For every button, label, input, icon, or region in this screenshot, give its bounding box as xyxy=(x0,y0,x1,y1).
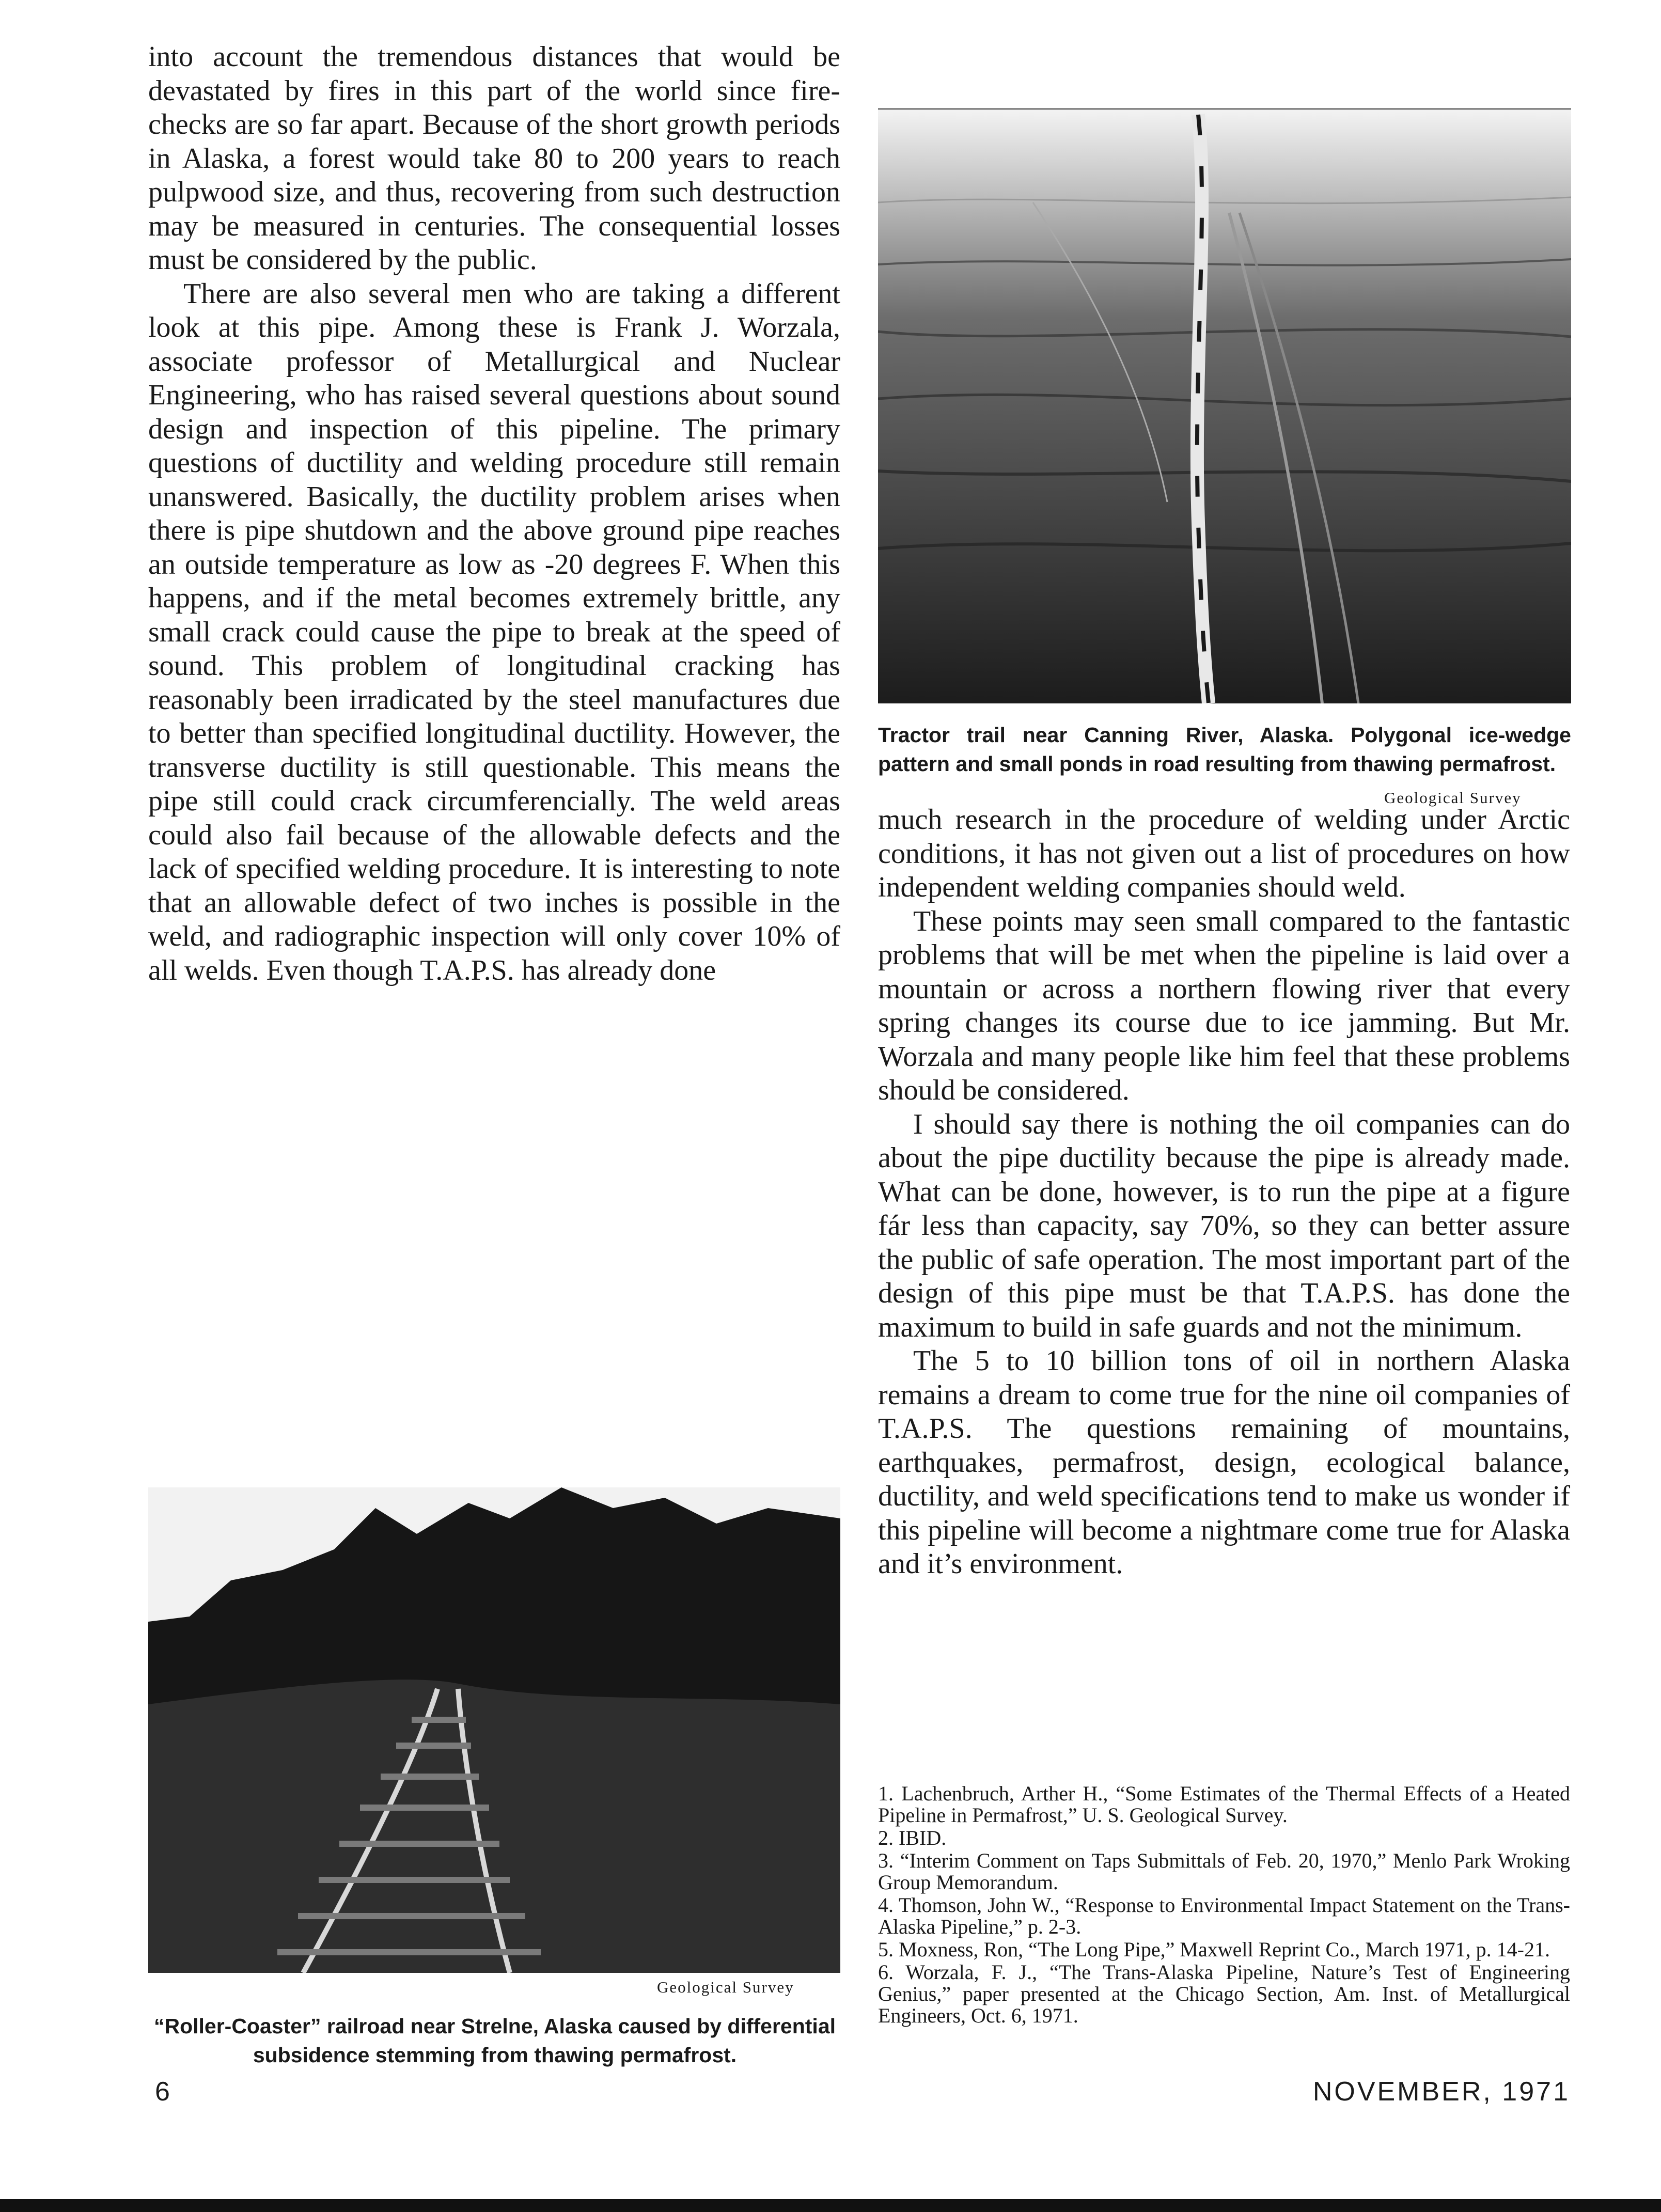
tractor-photo-credit: Geological Survey xyxy=(1384,789,1522,807)
body-paragraph: There are also several men who are taking a different look at this pipe. Among these is Frank J. Worzala, associate professor of Metallurgical and Nuclear Engineering, who has raised several questions about sound design and inspection of this pipeline. The primary questions of ductility and welding procedure still remain unanswered. Basically, the ductility problem arises when there is pipe shutdown and the above ground pipe reaches an outside temperature as low as -20 degrees F. When this happens, and if the metal becomes extremely brittle, any small crack could cause the pipe to break at the speed of sound. This problem of longitudinal cracking has reasonably been irradicated by the steel manufactures due to better than specified longitudinal ductility. However, the transverse ductility is still questionable. This means the pipe still could crack circumferencially. The weld areas could also fail because of the allowable defects and the lack of specified welding procedure. It is interesting to note that an allowable defect of two inches is possible in the weld, and radiographic inspection will only cover 10% of all welds. Even though T.A.P.S. has already done xyxy=(148,277,840,986)
railroad-image xyxy=(148,1487,840,1973)
right-column xyxy=(878,803,1570,1581)
tractor-trail-image xyxy=(878,109,1571,703)
body-paragraph: much research in the procedure of welding under Arctic conditions, it has not given out a list of procedures on how independent welding companies should weld. xyxy=(878,804,1570,903)
footnote: 5. Moxness, Ron, “The Long Pipe,” Maxwell Reprint Co., March 1971, p. 14-21. xyxy=(878,1938,1550,1961)
footnote: 1. Lachenbruch, Arther H., “Some Estimates of the Thermal Effects of a Heated Pipeline in Permafrost,” U. S. Geological Survey. xyxy=(878,1782,1570,1827)
railroad-photo xyxy=(148,1487,840,1973)
bottom-border xyxy=(0,2199,1661,2212)
footnote: 6. Worzala, F. J., “The Trans-Alaska Pipeline, Nature’s Test of Engineering Genius,” paper presented at the Chicago Section, Am. Inst. of Metallurgical Engineers, Oct. 6, 1971. xyxy=(878,1960,1570,2027)
railroad-caption: “Roller-Coaster” railroad near Strelne, Alaska caused by differential subsidence stemming from thawing permafrost. xyxy=(153,2014,836,2067)
railroad-photo-credit: Geological Survey xyxy=(657,1978,794,1996)
left-column xyxy=(148,40,840,987)
page-number: 6 xyxy=(155,2077,170,2107)
issue-date: NOVEMBER, 1971 xyxy=(1312,2077,1570,2107)
body-paragraph: These points may seen small compared to the fantastic problems that will be met when the pipeline is laid over a mountain or across a northern flowing river that every spring changes its course due to ice jamming. But Mr. Worzala and many people like him feel that these problems should be considered. xyxy=(878,905,1570,1106)
footnote: 3. “Interim Comment on Taps Submittals of Feb. 20, 1970,” Menlo Park Wroking Group Memorandum. xyxy=(878,1849,1570,1894)
body-paragraph: into account the tremendous distances that would be devastated by fires in this part of the world since fire-checks are so far apart. Because of the short growth periods in Alaska, a forest would take 80 to 200 years to reach pulpwood size, and thus, recovering from such destruction may be measured in centuries. The consequential losses must be considered by the public. xyxy=(148,41,840,276)
footnote: 2. IBID. xyxy=(878,1826,947,1849)
footnote: 4. Thomson, John W., “Response to Environmental Impact Statement on the Trans-Alaska Pipeline,” p. 2-3. xyxy=(878,1893,1570,1938)
body-paragraph: The 5 to 10 billion tons of oil in northern Alaska remains a dream to come true for the nine oil companies of T.A.P.S. The questions remaining of mountains, earthquakes, permafrost, design, ecological balance, ductility, and weld specifications tend to make us wonder if this pipeline will become a nightmare come true for Alaska and it’s environment. xyxy=(878,1345,1570,1580)
footnotes xyxy=(878,1783,1570,2028)
tractor-trail-caption: Tractor trail near Canning River, Alaska. Polygonal ice-wedge pattern and small ponds in road resulting from thawing permafrost. xyxy=(878,723,1571,776)
body-paragraph: I should say there is nothing the oil companies can do about the pipe ductility because the pipe is already made. What can be done, however, is to run the pipe at a figure fár less than capacity, say 70%, so they can better assure the public of safe operation. The most important part of the design of this pipe must be that T.A.P.S. has done the maximum to build in safe guards and not the minimum. xyxy=(878,1108,1570,1343)
tractor-trail-photo xyxy=(878,108,1571,703)
